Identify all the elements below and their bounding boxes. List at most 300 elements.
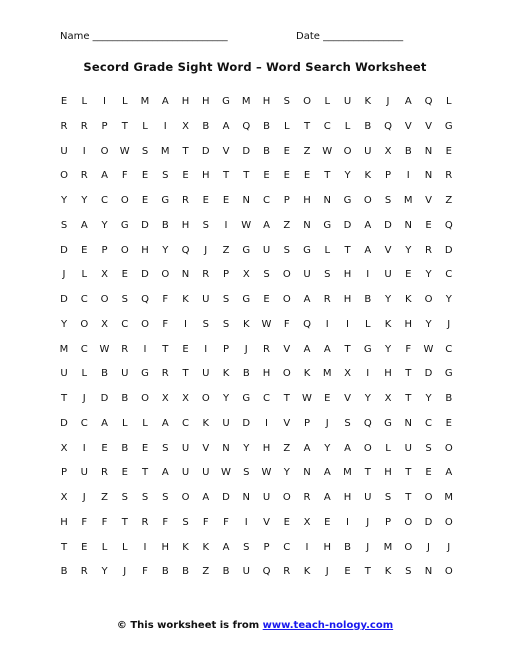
grid-letter: F [142, 566, 148, 578]
grid-letter: F [162, 516, 169, 528]
grid-letter: O [282, 269, 291, 281]
grid-letter: T [121, 120, 128, 132]
grid-letter: J [325, 566, 329, 578]
grid-letter: C [182, 417, 189, 429]
grid-letter: E [182, 343, 189, 355]
grid-letter: Y [425, 393, 432, 404]
grid-letter: L [142, 120, 148, 132]
grid-letter: I [103, 96, 106, 107]
grid-letter: N [222, 442, 230, 454]
grid-letter: U [181, 442, 190, 454]
grid-letter: O [303, 96, 311, 107]
grid-letter: Y [384, 294, 392, 305]
grid-letter: H [384, 467, 392, 479]
grid-letter: B [242, 368, 250, 380]
grid-letter: U [242, 566, 250, 578]
grid-letter: A [161, 467, 169, 479]
grid-letter: W [221, 467, 231, 479]
grid-letter: S [243, 467, 250, 479]
grid-letter: O [363, 195, 372, 206]
grid-letter: T [405, 393, 412, 404]
grid-letter: Z [303, 145, 311, 157]
grid-letter: T [344, 244, 351, 256]
grid-letter: U [181, 467, 190, 479]
grid-letter: T [141, 467, 149, 479]
grid-letter: S [425, 442, 432, 454]
grid-letter: A [323, 492, 331, 503]
grid-letter: M [444, 492, 454, 503]
worksheet-title: Secord Grade Sight Word – Word Search Worksheet [83, 60, 427, 74]
grid-letter: G [222, 96, 230, 107]
grid-letter: E [425, 467, 432, 479]
grid-letter: C [445, 343, 453, 355]
grid-letter: S [344, 417, 351, 429]
grid-letter: H [161, 541, 170, 553]
grid-letter: C [263, 393, 270, 404]
grid-letter: U [60, 368, 68, 380]
grid-letter: D [444, 244, 453, 256]
grid-letter: U [202, 467, 210, 479]
grid-letter: Q [363, 417, 372, 429]
grid-letter: R [60, 120, 68, 132]
grid-letter: M [160, 145, 170, 157]
grid-letter: J [427, 541, 430, 553]
grid-letter: D [60, 244, 68, 256]
grid-letter: A [364, 219, 372, 231]
grid-letter: I [305, 541, 309, 553]
grid-letter: T [303, 120, 311, 132]
grid-letter: K [364, 170, 372, 182]
grid-letter: D [141, 219, 149, 231]
grid-letter: V [425, 120, 432, 132]
grid-letter: V [283, 417, 291, 429]
grid-letter: O [120, 244, 129, 256]
grid-letter: G [343, 195, 352, 206]
grid-letter: R [263, 343, 270, 355]
grid-letter: L [324, 244, 331, 256]
grid-letter: U [202, 294, 210, 305]
grid-letter: T [121, 516, 128, 528]
date-field-line[interactable]: Date ________________ [296, 31, 404, 42]
grid-letter: O [181, 492, 190, 503]
grid-letter: D [222, 492, 230, 503]
grid-letter: S [121, 294, 128, 305]
grid-letter: L [121, 417, 128, 429]
grid-letter: P [60, 467, 68, 479]
grid-letter: S [162, 170, 169, 182]
grid-letter: R [80, 566, 88, 578]
grid-letter: O [424, 294, 433, 305]
grid-letter: G [242, 393, 251, 404]
grid-letter: L [142, 417, 148, 429]
grid-letter: B [364, 120, 372, 132]
grid-letter: V [283, 343, 291, 355]
grid-letter: X [182, 393, 189, 404]
grid-letter: O [404, 516, 413, 528]
grid-letter: Y [243, 442, 250, 454]
grid-letter: J [447, 318, 451, 330]
grid-letter: Z [283, 442, 291, 454]
grid-letter: H [323, 541, 332, 553]
grid-letter: H [384, 368, 392, 380]
grid-letter: H [201, 96, 210, 107]
grid-letter: N [181, 269, 190, 281]
grid-letter: D [60, 294, 68, 305]
grid-letter: V [384, 244, 392, 256]
grid-letter: I [406, 170, 410, 182]
grid-letter: A [263, 219, 270, 231]
grid-letter: A [101, 170, 108, 182]
grid-letter: V [222, 145, 230, 157]
grid-letter: H [181, 219, 190, 231]
grid-letter: X [182, 120, 189, 132]
grid-letter: K [202, 417, 210, 429]
grid-letter: R [323, 294, 331, 305]
grid-letter: R [202, 269, 210, 281]
grid-letter: Z [445, 195, 453, 206]
grid-letter: X [101, 269, 108, 281]
grid-letter: F [162, 318, 169, 330]
grid-letter: X [161, 393, 169, 404]
grid-letter: A [161, 417, 169, 429]
grid-letter: O [120, 195, 129, 206]
grid-letter: T [324, 170, 331, 182]
grid-letter: B [182, 566, 189, 578]
grid-letter: N [303, 467, 311, 479]
grid-letter: O [444, 516, 453, 528]
grid-letter: A [222, 541, 230, 553]
grid-letter: U [202, 368, 210, 380]
grid-letter: B [445, 393, 453, 404]
grid-letter: B [263, 120, 270, 132]
grid-letter: Z [202, 566, 210, 578]
grid-letter: C [121, 318, 129, 330]
footer-link[interactable]: www.teach-nology.com [262, 620, 394, 631]
grid-letter: J [325, 417, 329, 429]
grid-letter: A [303, 442, 311, 454]
grid-letter: K [182, 294, 189, 305]
grid-letter: I [244, 516, 248, 528]
grid-letter: W [423, 343, 434, 355]
grid-letter: E [222, 195, 230, 206]
grid-letter: H [262, 96, 271, 107]
grid-letter: O [444, 566, 453, 578]
grid-letter: G [242, 294, 251, 305]
grid-letter: S [162, 442, 169, 454]
grid-letter: Y [60, 195, 68, 206]
grid-letter: T [243, 170, 250, 182]
grid-letter: J [82, 393, 86, 404]
grid-letter: H [181, 96, 190, 107]
grid-letter: G [120, 219, 129, 231]
grid-letter: U [262, 244, 271, 256]
grid-letter: R [80, 170, 88, 182]
grid-letter: G [141, 368, 149, 380]
grid-letter: G [444, 368, 453, 380]
grid-letter: R [101, 467, 108, 479]
grid-letter: D [343, 219, 352, 231]
grid-letter: O [80, 318, 89, 330]
grid-letter: F [101, 516, 108, 528]
grid-letter: C [445, 269, 453, 281]
grid-letter: I [163, 120, 167, 132]
grid-letter: D [100, 393, 109, 404]
grid-letter: S [222, 294, 230, 305]
grid-letter: P [263, 541, 270, 553]
grid-letter: J [366, 516, 370, 528]
grid-letter: E [121, 269, 128, 281]
grid-letter: R [80, 120, 88, 132]
grid-letter: T [405, 492, 412, 503]
grid-letter: T [60, 541, 68, 553]
grid-letter: C [263, 195, 270, 206]
grid-letter: T [344, 343, 351, 355]
grid-letter: Y [283, 467, 290, 479]
grid-letter: O [60, 170, 68, 182]
grid-letter: S [141, 145, 149, 157]
grid-letter: X [60, 442, 68, 454]
grid-letter: P [222, 343, 230, 355]
grid-letter: S [243, 541, 250, 553]
grid-letter: J [123, 566, 127, 578]
grid-letter: C [101, 195, 108, 206]
grid-letter: O [404, 541, 413, 553]
grid-letter: W [302, 393, 312, 404]
grid-letter: Y [324, 442, 331, 454]
grid-letter: O [282, 492, 291, 503]
grid-letter: E [445, 145, 452, 157]
grid-letter: M [241, 96, 251, 107]
grid-letter: Q [262, 566, 271, 578]
grid-letter: E [425, 219, 432, 231]
grid-letter: O [100, 294, 109, 305]
grid-letter: X [101, 318, 108, 330]
grid-letter: U [262, 492, 271, 503]
grid-letter: J [447, 541, 451, 553]
grid-letter: I [184, 318, 187, 330]
grid-letter: D [141, 269, 149, 281]
grid-letter: A [303, 343, 311, 355]
grid-letter: K [404, 294, 412, 305]
grid-letter: A [364, 244, 372, 256]
grid-letter: A [202, 492, 210, 503]
grid-letter: L [81, 368, 88, 380]
grid-letter: F [121, 170, 128, 182]
grid-letter: B [344, 541, 351, 553]
grid-letter: L [121, 96, 128, 107]
grid-letter: S [182, 516, 189, 528]
grid-letter: S [405, 566, 412, 578]
grid-letter: J [204, 244, 208, 256]
grid-letter: E [445, 417, 452, 429]
grid-letter: A [323, 343, 331, 355]
grid-letter: T [364, 566, 371, 578]
grid-letter: Y [60, 318, 68, 330]
grid-letter: H [343, 492, 352, 503]
grid-letter: X [384, 393, 392, 404]
grid-letter: B [263, 145, 270, 157]
grid-letter: B [202, 120, 210, 132]
grid-letter: U [222, 417, 230, 429]
grid-letter: A [303, 294, 311, 305]
grid-letter: E [324, 393, 331, 404]
grid-letter: Z [101, 492, 108, 503]
grid-letter: Q [384, 120, 392, 132]
grid-letter: I [325, 318, 329, 330]
grid-letter: M [322, 368, 332, 380]
grid-letter: S [60, 219, 68, 231]
grid-letter: A [445, 467, 453, 479]
grid-letter: J [62, 269, 66, 281]
grid-letter: H [343, 269, 352, 281]
grid-letter: L [445, 96, 452, 107]
grid-letter: C [425, 417, 432, 429]
grid-letter: S [202, 318, 209, 330]
grid-letter: O [201, 393, 210, 404]
grid-letter: N [424, 170, 433, 182]
grid-letter: U [60, 145, 68, 157]
grid-letter: G [161, 195, 170, 206]
grid-letter: M [140, 96, 150, 107]
grid-letter: L [344, 120, 351, 132]
grid-letter: T [60, 393, 68, 404]
grid-letter: B [161, 566, 169, 578]
grid-letter: Y [425, 269, 432, 281]
grid-letter: U [384, 269, 392, 281]
grid-letter: S [283, 244, 290, 256]
grid-letter: E [60, 96, 68, 107]
grid-letter: O [141, 318, 149, 330]
grid-letter: S [141, 492, 149, 503]
grid-letter: C [80, 294, 88, 305]
grid-letter: C [283, 541, 291, 553]
grid-letter: S [263, 269, 270, 281]
grid-letter: S [384, 195, 392, 206]
grid-letter: Y [162, 244, 169, 256]
grid-letter: O [282, 368, 291, 380]
grid-letter: J [82, 492, 86, 503]
grid-letter: W [99, 343, 110, 355]
grid-letter: X [344, 368, 351, 380]
grid-letter: B [161, 219, 169, 231]
grid-letter: P [303, 417, 311, 429]
grid-letter: N [424, 566, 433, 578]
grid-letter: E [101, 442, 108, 454]
grid-letter: I [265, 417, 268, 429]
grid-letter: K [303, 368, 311, 380]
grid-letter: O [161, 269, 170, 281]
grid-letter: K [303, 566, 311, 578]
grid-letter: Y [364, 393, 371, 404]
grid-letter: H [404, 318, 413, 330]
grid-letter: M [343, 467, 352, 479]
grid-letter: Z [222, 244, 230, 256]
grid-letter: Y [344, 170, 351, 182]
grid-letter: P [101, 120, 108, 132]
grid-letter: S [121, 492, 128, 503]
grid-letter: K [222, 368, 230, 380]
grid-letter: E [81, 541, 88, 553]
grid-letter: M [383, 541, 393, 553]
grid-letter: O [100, 145, 109, 157]
grid-letter: S [283, 96, 290, 107]
grid-letter: R [283, 566, 291, 578]
grid-letter: V [404, 120, 412, 132]
grid-letter: I [224, 219, 228, 231]
grid-letter: Y [425, 318, 432, 330]
grid-letter: F [283, 318, 290, 330]
grid-letter: Y [445, 294, 452, 305]
grid-letter: K [384, 318, 392, 330]
grid-letter: B [60, 566, 68, 578]
grid-letter: I [366, 269, 370, 281]
grid-letter: W [119, 145, 130, 157]
grid-letter: M [403, 195, 413, 206]
grid-letter: G [444, 120, 453, 132]
grid-letter: D [424, 368, 433, 380]
grid-letter: A [161, 96, 169, 107]
grid-letter: I [346, 318, 349, 330]
grid-letter: V [344, 393, 351, 404]
grid-letter: W [261, 467, 272, 479]
grid-letter: H [262, 442, 271, 454]
grid-letter: U [343, 96, 352, 107]
grid-letter: E [283, 516, 290, 528]
grid-letter: A [344, 442, 351, 454]
grid-letter: H [343, 294, 352, 305]
grid-letter: K [242, 318, 250, 330]
grid-letter: R [141, 516, 149, 528]
grid-letter: K [364, 96, 372, 107]
grid-letter: N [323, 195, 331, 206]
grid-letter: E [141, 442, 149, 454]
grid-letter: Q [242, 120, 251, 132]
grid-letter: V [425, 195, 432, 206]
grid-letter: E [324, 516, 331, 528]
grid-letter: Y [384, 343, 392, 355]
grid-letter: G [242, 244, 251, 256]
grid-letter: E [182, 170, 189, 182]
grid-letter: I [82, 145, 86, 157]
grid-letter: I [143, 343, 147, 355]
grid-letter: H [60, 516, 68, 528]
grid-letter: U [364, 145, 372, 157]
name-field-line[interactable]: Name ___________________________ [60, 31, 228, 42]
grid-letter: H [262, 368, 271, 380]
grid-letter: N [303, 219, 311, 231]
grid-letter: O [444, 442, 453, 454]
grid-letter: F [162, 294, 169, 305]
grid-letter: S [324, 269, 331, 281]
grid-letter: J [366, 541, 370, 553]
grid-letter: Q [141, 294, 149, 305]
grid-letter: H [303, 195, 311, 206]
grid-letter: T [222, 170, 230, 182]
grid-letter: C [80, 417, 88, 429]
grid-letter: H [141, 244, 149, 256]
grid-letter: P [283, 195, 290, 206]
grid-letter: F [223, 516, 229, 528]
grid-letter: Y [101, 219, 108, 231]
grid-letter: D [242, 145, 251, 157]
grid-letter: D [201, 145, 210, 157]
grid-letter: B [404, 145, 412, 157]
grid-letter: E [405, 269, 412, 281]
grid-letter: E [141, 170, 149, 182]
grid-letter: I [204, 343, 208, 355]
grid-letter: G [303, 244, 311, 256]
grid-letter: E [141, 195, 149, 206]
